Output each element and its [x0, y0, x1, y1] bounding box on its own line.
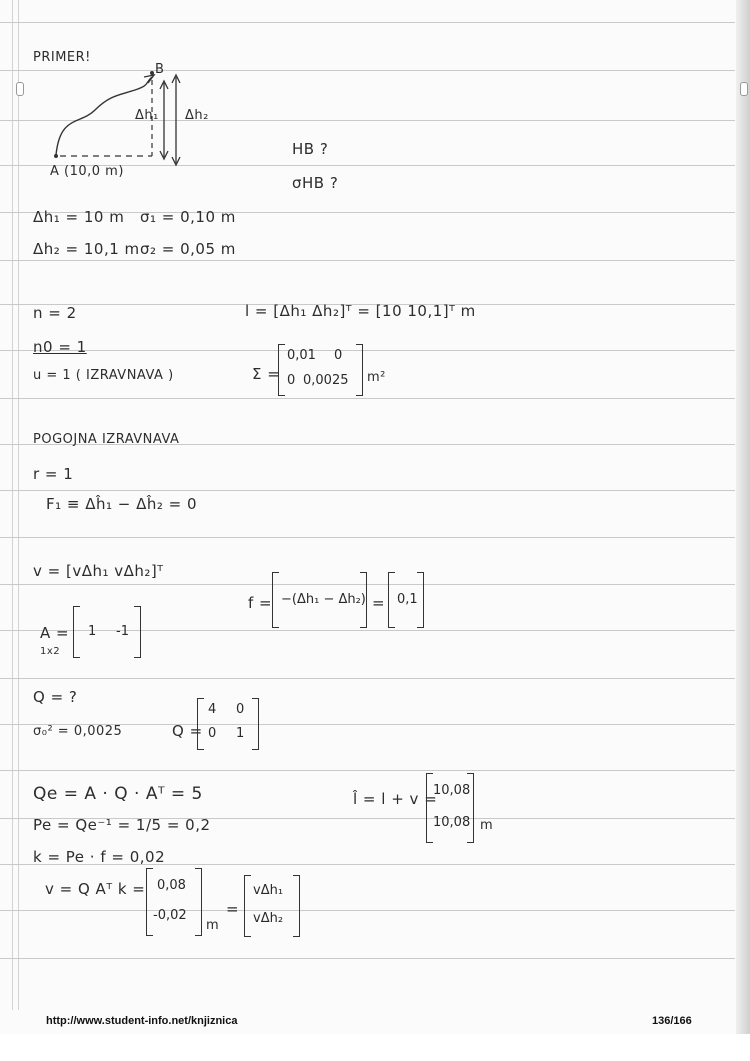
q-cell: 0	[208, 726, 217, 741]
f-value: 0,1	[397, 592, 418, 607]
rule-line	[0, 584, 735, 585]
v-cell: 0,08	[157, 878, 186, 893]
n0-value: n0 = 1	[33, 338, 87, 356]
v-cell: -0,02	[153, 908, 187, 923]
l-vector: l = [Δh₁ Δh₂]ᵀ = [10 10,1]ᵀ m	[245, 302, 476, 320]
sigma-matrix	[278, 344, 363, 396]
sigma-unit: m²	[367, 370, 386, 385]
sigma0-value: σ₀² = 0,0025	[33, 724, 123, 739]
r-value: r = 1	[33, 465, 74, 483]
v-numeric-matrix	[146, 868, 202, 936]
v-symbol-cell: vΔh₂	[253, 911, 284, 926]
v-equals: =	[226, 900, 240, 918]
sigma-cell: 0	[334, 348, 343, 363]
lhat-matrix	[426, 773, 474, 843]
lhat-unit: m	[480, 818, 494, 833]
rule-line	[0, 958, 735, 959]
q-label: Q =	[172, 722, 203, 740]
rule-line	[0, 770, 735, 771]
pe-equation: Pe = Qe⁻¹ = 1/5 = 0,2	[33, 816, 211, 834]
f-expression-bracket	[272, 572, 367, 628]
point-a-label: A (10,0 m)	[50, 164, 124, 179]
rule-line	[0, 537, 735, 538]
q-matrix	[197, 698, 259, 750]
v-equation: v = Q Aᵀ k =	[45, 880, 146, 898]
f-equals: =	[372, 594, 386, 612]
a-cell: 1	[88, 624, 97, 639]
condition-equation: F₁ ≡ Δĥ₁ − Δĥ₂ = 0	[46, 495, 198, 513]
n-value: n = 2	[33, 304, 77, 322]
a-matrix	[73, 606, 141, 658]
q-cell: 4	[208, 702, 217, 717]
a-dimension: 1x2	[40, 646, 61, 657]
point-b-dot	[150, 71, 154, 75]
v-symbol-cell: vΔh₁	[253, 883, 284, 898]
f-expression: −(Δh₁ − Δh₂)	[281, 592, 366, 607]
lhat-cell: 10,08	[433, 815, 471, 830]
example-title: PRIMER!	[33, 50, 91, 65]
point-b-label: B	[155, 62, 165, 77]
dh2-value: Δh₂ = 10,1 m	[33, 240, 140, 258]
dh1-sketch-label: Δh₁	[135, 108, 159, 123]
k-equation: k = Pe · f = 0,02	[33, 848, 166, 866]
f-value-bracket	[388, 572, 424, 628]
v-vector: v = [vΔh₁ vΔh₂]ᵀ	[33, 562, 164, 580]
v-unit: m	[206, 918, 220, 933]
section-heading: POGOJNA IZRAVNAVA	[33, 432, 180, 447]
rule-line	[0, 398, 735, 399]
dh1-value: Δh₁ = 10 m	[33, 208, 125, 226]
rule-line	[0, 678, 735, 679]
a-cell: -1	[116, 624, 129, 639]
sigma-matrix-label: Σ =	[252, 365, 281, 383]
dh2-sketch-label: Δh₂	[185, 108, 209, 123]
qe-equation: Qe = A · Q · Aᵀ = 5	[33, 784, 203, 804]
left-margin-line	[12, 0, 13, 1010]
q-cell: 1	[236, 726, 245, 741]
point-a-dot	[54, 154, 58, 158]
q-cell: 0	[236, 702, 245, 717]
a-label: A =	[40, 624, 70, 642]
sigma-cell: 0,0025	[303, 373, 349, 388]
rule-line	[0, 910, 735, 911]
bottom-margin	[0, 1034, 750, 1061]
u-value: u = 1 ( IZRAVNAVA )	[33, 368, 174, 383]
sigma-cell: 0,01	[287, 348, 316, 363]
lhat-equation: l̂ = l + v =	[353, 790, 438, 808]
binding-hole-right	[740, 82, 748, 96]
q-question: Q = ?	[33, 688, 78, 706]
sigma2-value: σ₂ = 0,05 m	[140, 240, 236, 258]
footer-url[interactable]: http://www.student-info.net/knjiznica	[46, 1015, 238, 1027]
left-margin-line-2	[18, 0, 19, 1010]
page-number: 136/166	[652, 1015, 692, 1027]
binding-hole	[16, 82, 24, 96]
page-edge	[736, 0, 750, 1061]
lhat-cell: 10,08	[433, 783, 471, 798]
f-label: f =	[248, 594, 273, 612]
v-symbol-matrix	[244, 875, 300, 937]
sigma1-value: σ₁ = 0,10 m	[140, 208, 236, 226]
hb-question: HB ?	[292, 140, 329, 158]
rule-line	[0, 22, 735, 23]
sigma-cell: 0	[287, 373, 296, 388]
rule-line	[0, 260, 735, 261]
rule-line	[0, 490, 735, 491]
rule-line	[0, 350, 735, 351]
sigma-hb-question: σHB ?	[292, 174, 339, 192]
